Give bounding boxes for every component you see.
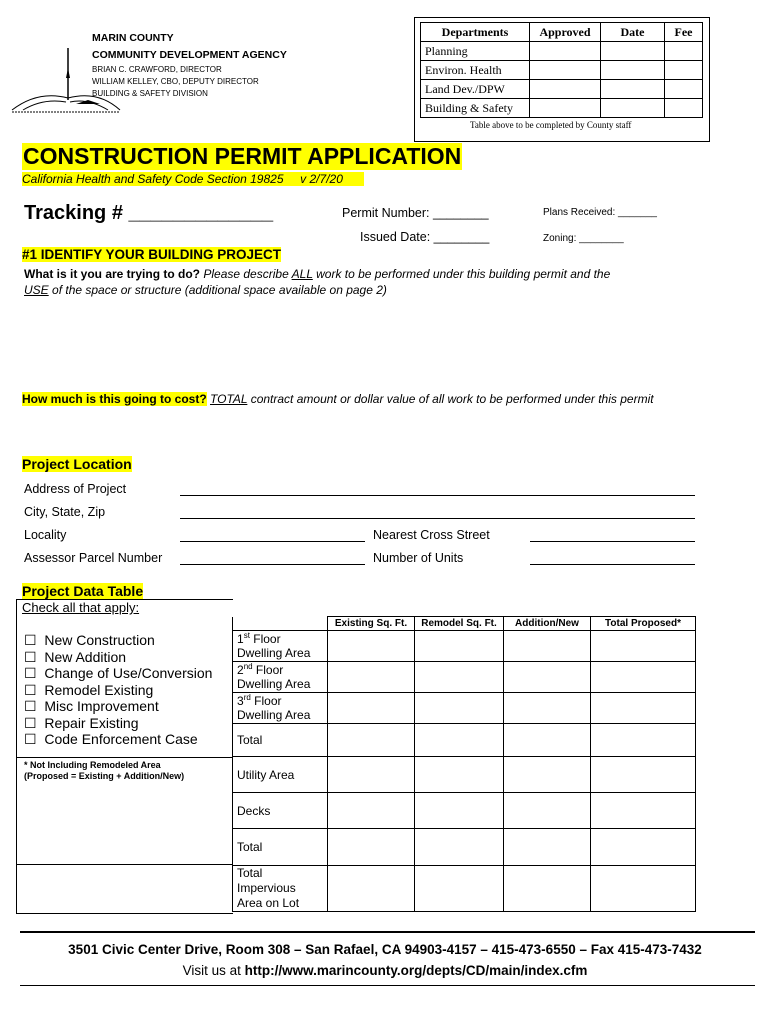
approved-cell[interactable] <box>530 80 601 99</box>
approved-cell[interactable] <box>530 99 601 118</box>
checkbox-icon[interactable]: ☐ <box>24 714 37 731</box>
data-cell[interactable] <box>504 793 591 829</box>
footer-visit-prefix: Visit us at <box>182 963 245 978</box>
dept-environ-health: Environ. Health <box>421 61 530 80</box>
parcel-label: Assessor Parcel Number <box>24 551 163 565</box>
floor-sup: rd <box>243 693 251 702</box>
data-cell[interactable] <box>504 631 591 662</box>
desc-text: of the space or structure (additional space available on page 2) <box>48 283 387 297</box>
section1-question: What is it you are trying to do? <box>24 267 201 281</box>
dept-header: Departments <box>421 23 530 42</box>
dept-planning: Planning <box>421 42 530 61</box>
data-cell[interactable] <box>504 662 591 693</box>
data-cell[interactable] <box>504 866 591 912</box>
existing-sqft-header: Existing Sq. Ft. <box>328 617 415 631</box>
city-label: City, State, Zip <box>24 505 106 519</box>
panel-divider <box>16 757 232 758</box>
tracking-number[interactable]: Tracking # _____________ <box>24 202 274 224</box>
panel-divider <box>16 864 232 865</box>
footer-url-link[interactable]: http://www.marincounty.org/depts/CD/main/index.cfm <box>244 963 588 978</box>
cost-total: TOTAL <box>210 392 248 406</box>
checkbox-label: Misc Improvement <box>44 698 159 714</box>
data-cell[interactable] <box>328 724 415 757</box>
units-input[interactable] <box>530 564 695 565</box>
data-cell[interactable] <box>504 829 591 866</box>
data-cell[interactable] <box>415 829 504 866</box>
section1-heading: #1 IDENTIFY YOUR BUILDING PROJECT <box>22 247 282 262</box>
county-name: MARIN COUNTY <box>92 32 174 44</box>
checkbox-label: Change of Use/Conversion <box>44 665 213 681</box>
floor-text: Floor <box>252 663 284 677</box>
row-impervious: Total Impervious Area on Lot <box>233 866 328 912</box>
data-cell[interactable] <box>328 829 415 866</box>
data-cell[interactable] <box>591 693 696 724</box>
data-cell[interactable] <box>415 757 504 793</box>
row-total: Total <box>233 724 328 757</box>
page-subtitle: California Health and Safety Code Section 19825 v 2/7/20 <box>22 172 364 186</box>
data-cell[interactable] <box>415 693 504 724</box>
data-cell[interactable] <box>504 724 591 757</box>
address-label: Address of Project <box>24 482 127 496</box>
desc-use: USE <box>24 283 49 297</box>
floor-num: 1 <box>237 632 244 646</box>
row-decks: Decks <box>233 793 328 829</box>
data-cell[interactable] <box>415 793 504 829</box>
checkbox-label: Repair Existing <box>44 714 139 731</box>
cost-rest: contract amount or dollar value of all work to be performed under this permit <box>247 392 654 406</box>
checkbox-remodel-existing[interactable] <box>24 682 212 699</box>
date-cell[interactable] <box>601 80 665 99</box>
agency-name: COMMUNITY DEVELOPMENT AGENCY <box>92 49 287 61</box>
desc-text: work to be performed under this building permit and the <box>312 267 611 281</box>
floor-text: Floor <box>250 694 282 708</box>
checkbox-icon[interactable]: ☐ <box>24 731 37 747</box>
fee-cell[interactable] <box>665 42 703 61</box>
cost-question: How much is this going to cost? <box>22 392 207 406</box>
data-cell[interactable] <box>328 662 415 693</box>
units-label: Number of Units <box>373 551 464 565</box>
date-cell[interactable] <box>601 99 665 118</box>
cross-street-input[interactable] <box>530 541 695 542</box>
project-description-area[interactable] <box>22 304 712 386</box>
floor-text: Floor <box>249 632 281 646</box>
data-cell[interactable] <box>328 866 415 912</box>
row-label-header <box>233 617 328 631</box>
data-cell[interactable] <box>591 631 696 662</box>
data-table-note: * Not Including Remodeled Area (Proposed = Existing + Addition/New) <box>24 760 185 781</box>
dept-building-safety: Building & Safety <box>421 99 530 118</box>
date-cell[interactable] <box>601 61 665 80</box>
data-cell[interactable] <box>504 693 591 724</box>
director-name: BRIAN C. CRAWFORD, DIRECTOR <box>92 65 222 74</box>
parcel-input[interactable] <box>180 564 365 565</box>
approved-header: Approved <box>530 23 601 42</box>
dwelling-text: Dwelling Area <box>237 708 311 722</box>
section1-description <box>24 266 704 298</box>
total-proposed-header: Total Proposed* <box>591 617 696 631</box>
approved-cell[interactable] <box>530 61 601 80</box>
footer-visit <box>0 963 770 978</box>
remodel-sqft-header: Remodel Sq. Ft. <box>415 617 504 631</box>
address-input[interactable] <box>180 495 695 496</box>
cross-street-label: Nearest Cross Street <box>373 528 490 542</box>
data-table-heading: Project Data Table <box>22 583 144 599</box>
checkbox-repair-existing[interactable] <box>24 715 212 732</box>
date-cell[interactable] <box>601 42 665 61</box>
row-floor1 <box>233 631 328 662</box>
footer-divider <box>20 931 755 933</box>
footer-divider-bottom <box>20 985 755 986</box>
row-total-2: Total <box>233 829 328 866</box>
floor-num: 3 <box>237 694 244 708</box>
data-cell[interactable] <box>591 757 696 793</box>
dwelling-text: Dwelling Area <box>237 677 311 691</box>
data-cell[interactable] <box>328 793 415 829</box>
permit-number[interactable]: Permit Number: ________ <box>342 206 489 220</box>
floor-sup: st <box>243 631 250 640</box>
dept-table-note: Table above to be completed by County staff <box>470 120 632 130</box>
plans-received[interactable]: Plans Received: _______ <box>543 207 657 218</box>
checkbox-new-construction[interactable] <box>24 632 212 649</box>
checkbox-code-enforcement[interactable] <box>24 731 212 748</box>
date-header: Date <box>601 23 665 42</box>
dwelling-text: Dwelling Area <box>237 646 311 660</box>
city-input[interactable] <box>180 518 695 519</box>
data-cell[interactable] <box>415 866 504 912</box>
fee-header: Fee <box>665 23 703 42</box>
addition-new-header: Addition/New <box>504 617 591 631</box>
marin-civic-center-logo <box>8 40 123 120</box>
data-cell[interactable] <box>415 724 504 757</box>
checkbox-label: New Addition <box>44 648 127 665</box>
page-title: CONSTRUCTION PERMIT APPLICATION <box>23 143 462 169</box>
floor-num: 2 <box>237 663 244 677</box>
checkbox-list <box>24 632 212 748</box>
row-floor3 <box>233 693 328 724</box>
cost-line <box>22 392 654 406</box>
issued-date[interactable]: Issued Date: ________ <box>360 230 490 244</box>
footer-address: 3501 Civic Center Drive, Room 308 – San Rafael, CA 94903-4157 – 415-473-6550 – Fax 415-473-7432 <box>68 942 702 957</box>
desc-text: Please describe <box>203 267 292 281</box>
checkbox-label: New Construction <box>44 632 155 648</box>
row-utility: Utility Area <box>233 757 328 793</box>
fee-cell[interactable] <box>665 80 703 99</box>
checkbox-icon[interactable]: ☐ <box>24 648 37 665</box>
locality-input[interactable] <box>180 541 365 542</box>
checkbox-change-of-use[interactable] <box>24 665 212 682</box>
dept-table <box>420 22 703 118</box>
data-cell[interactable] <box>328 757 415 793</box>
division-name: BUILDING & SAFETY DIVISION <box>92 89 208 98</box>
data-cell[interactable] <box>591 662 696 693</box>
locality-label: Locality <box>24 528 67 542</box>
data-cell[interactable] <box>591 866 696 912</box>
checkbox-new-addition[interactable] <box>24 649 212 666</box>
fee-cell[interactable] <box>665 61 703 80</box>
checkbox-label: Code Enforcement Case <box>44 731 198 747</box>
data-cell[interactable] <box>415 662 504 693</box>
checkbox-icon[interactable]: ☐ <box>24 698 37 714</box>
deputy-name: WILLIAM KELLEY, CBO, DEPUTY DIRECTOR <box>92 77 259 86</box>
checkbox-icon[interactable]: ☐ <box>24 632 37 648</box>
project-data-table <box>232 616 696 912</box>
checkbox-misc-improvement[interactable] <box>24 698 212 715</box>
desc-all: ALL <box>291 267 313 281</box>
approved-cell[interactable] <box>530 42 601 61</box>
floor-sup: nd <box>243 662 253 671</box>
data-cell[interactable] <box>504 757 591 793</box>
dept-land-dev: Land Dev./DPW <box>421 80 530 99</box>
data-cell[interactable] <box>591 793 696 829</box>
location-heading: Project Location <box>22 456 132 472</box>
checkbox-icon[interactable]: ☐ <box>24 681 37 698</box>
fee-cell[interactable] <box>665 99 703 118</box>
data-cell[interactable] <box>591 724 696 757</box>
data-cell[interactable] <box>415 631 504 662</box>
data-cell[interactable] <box>328 631 415 662</box>
check-all-text: Check all that apply: <box>22 600 140 615</box>
zoning[interactable]: Zoning: ________ <box>543 233 624 244</box>
row-floor2 <box>233 662 328 693</box>
checkbox-label: Remodel Existing <box>44 681 154 698</box>
data-cell[interactable] <box>591 829 696 866</box>
checkbox-icon[interactable]: ☐ <box>24 665 37 681</box>
data-cell[interactable] <box>328 693 415 724</box>
